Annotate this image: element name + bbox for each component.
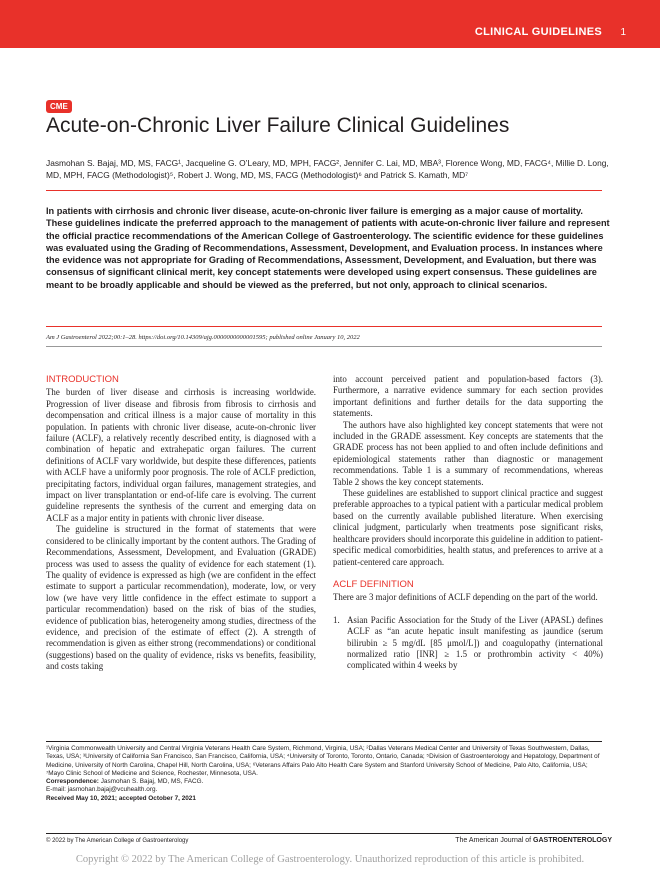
definition-intro: There are 3 major definitions of ACLF depending on the part of the world.: [333, 592, 598, 603]
footnote-divider: [46, 741, 602, 742]
introduction-heading: INTRODUCTION: [46, 374, 119, 385]
intro-paragraph-1: The burden of liver disease and cirrhosis is increasing worldwide. Progression of liver disease and fibrosis from fibrosis to cirrhosis and decompensation and critical illness is a major cause of mortality in this population. In patients with chronic liver disease, acute-on-chronic liver failure (ACLF), a relatively recently described entity, is diagnosed with a combination of hepatic and extrahepatic organ failures. The current definitions of ACLF vary worldwide, but despite these differences, patients with ACLF have a uniformly poor prognosis. The role of ACLF prediction, precipitating factors, individual organ failures, management strategies, and impact on liver transplantation or end-of-life care is evolving. The current guideline represents the synthesis of the current and emerging data on ACLF as a major entity in patients with chronic liver disease.: [46, 387, 316, 523]
author-list: Jasmohan S. Bajaj, MD, MS, FACG¹, Jacqueline G. O’Leary, MD, MPH, FACG², Jennifer C. Lai, MD, MBA³, Florence Wong, MD, FACG⁴, Millie D. Long, MD, MPH, FACG (Methodologist)⁵, Robert J. Wong, MD, MS, FACG (Methodologist)⁶ and Patrick S. Kamath, MD⁷: [46, 158, 609, 180]
article-title: Acute-on-Chronic Liver Failure Clinical Guidelines: [46, 114, 510, 137]
divider-top: [46, 190, 602, 191]
journal-prefix: The American Journal of: [455, 837, 534, 844]
correspondence-label: Correspondence:: [46, 778, 99, 786]
section-label: CLINICAL GUIDELINES: [474, 26, 602, 38]
definition-list: [333, 615, 603, 672]
right-paragraph-1: into account perceived patient and population-based factors (3). Furthermore, a narrative evidence summary for each section provides important definitions and further details for the data supporting the statements.: [333, 374, 603, 419]
received-line: Received May 10, 2021; accepted October 7, 2021: [46, 794, 196, 802]
journal-name: [455, 837, 612, 844]
citation-line: Am J Gastroenterol 2022;00:1–28. https://doi.org/10.14309/ajg.0000000000001595; published online January 10, 2022: [46, 334, 360, 341]
affiliations-footnote: [46, 745, 606, 803]
footer-divider: [46, 833, 602, 834]
intro-paragraph-2: The guideline is structured in the format of statements that were considered to be clinically important by the content authors. The Grading of Recommendations, Assessment, Development, and Evaluation (GRADE) process was used to assess the quality of evidence for each statement (1). The quality of evidence is expressed as high (we are confident in the effect estimate to support a particular recommendation), moderate, low, or very low (we have very little confidence in the effect estimate to support a particular recommendation) based on the risk of bias of the studies, evidence of publication bias, heterogeneity among studies, directness of the evidence, and precision of the estimate of effect (2). A strength of recommendation is given as either strong (recommendations) or conditional (suggestions) based on the quality of evidence, risks vs benefits, feasibility, and costs taking: [46, 524, 316, 672]
page-number: 1: [620, 27, 626, 38]
divider-abstract: [46, 326, 602, 327]
correspondence-name: Jasmohan S. Bajaj, MD, MS, FACG.: [98, 778, 204, 786]
abstract: In patients with cirrhosis and chronic liver disease, acute-on-chronic liver failure is emerging as a major cause of mortality. These guidelines indicate the preferred approach to the management of patients with acute-on-chronic liver failure and represent the official practice recommendations of the American College of Gastroenterology. The scientific evidence for these guidelines was evaluated using the Grading of Recommendations, Assessment, Development, and Evaluation process. In instances where the evidence was not appropriate for Grading of Recommendations, Assessment, Development, and Evaluation, but there was consensus of significant clinical merit, key concept statements were developed using expert consensus. These guidelines are meant to be broadly applicable and should be viewed as the preferred, but not only, approach to clinical scenarios.: [46, 206, 610, 290]
right-paragraph-2: The authors have also highlighted key concept statements that were not included in the GRADE assessment. Key concepts are statements that the GRADE process has not been applied to and often include definitions and epidemiological statements rather than diagnostic or management recommendations. Table 1 is a summary of recommendations, whereas Table 2 shows the key concept statements.: [333, 419, 603, 487]
footer-copyright: © 2022 by The American College of Gastroenterology: [46, 838, 189, 844]
journal-title: GASTROENTEROLOGY: [533, 837, 612, 844]
list-item-text: Asian Pacific Association for the Study of the Liver (APASL) defines ACLF as “an acute hepatic insult manifesting as jaundice (serum bilirubin ≥ 5 mg/dL [85 μmol/L]) and coagulopathy (international normalized ratio [INR] ≥ 1.5 or prothrombin activity < 40%) complicated within 4 weeks by: [347, 614, 603, 671]
right-paragraph-3: These guidelines are established to support clinical practice and suggest preferable approaches to a typical patient with a particular medical problem based on the currently available published literature. When exercising clinical judgment, particularly when treatments pose significant risks, healthcare providers should incorporate this guideline in addition to patient-specific medical comorbidities, health status, and preferences to arrive at a patient-centered care approach.: [333, 488, 603, 567]
correspondence-line: [46, 778, 606, 786]
email-line[interactable]: E-mail: jasmohan.bajaj@vcuhealth.org.: [46, 786, 158, 794]
aclf-definition-heading: ACLF DEFINITION: [333, 578, 414, 590]
header-bar: [0, 0, 660, 48]
list-item-number: 1.: [333, 614, 340, 625]
right-column: [333, 374, 603, 672]
list-item: [333, 615, 603, 672]
cme-badge: CME: [46, 100, 72, 113]
left-column: [46, 374, 316, 673]
divider-citation: [46, 346, 602, 347]
copyright-notice: Copyright © 2022 by The American College of Gastroenterology. Unauthorized reproduction of this article is prohibited.: [75, 854, 585, 865]
affiliations-text: ¹Virginia Commonwealth University and Central Virginia Veterans Health Care System, Richmond, Virginia, USA; ²Dallas Veterans Medical Center and University of Texas Southwestern, Dallas, Texas, USA; ³University of California San Francisco, San Francisco, California, USA; ⁴University of Toronto, Toronto, Ontario, Canada; ⁵Division of Gastroenterology and Hepatology, Department of Medicine, University of North Carolina, Chapel Hill, North Carolina, USA; ⁶Veterans Affairs Palo Alto Health Care System and Stanford University School of Medicine, Palo Alto, California, USA; ⁷Mayo Clinic School of Medicine and Science, Rochester, Minnesota, USA.: [46, 745, 600, 777]
